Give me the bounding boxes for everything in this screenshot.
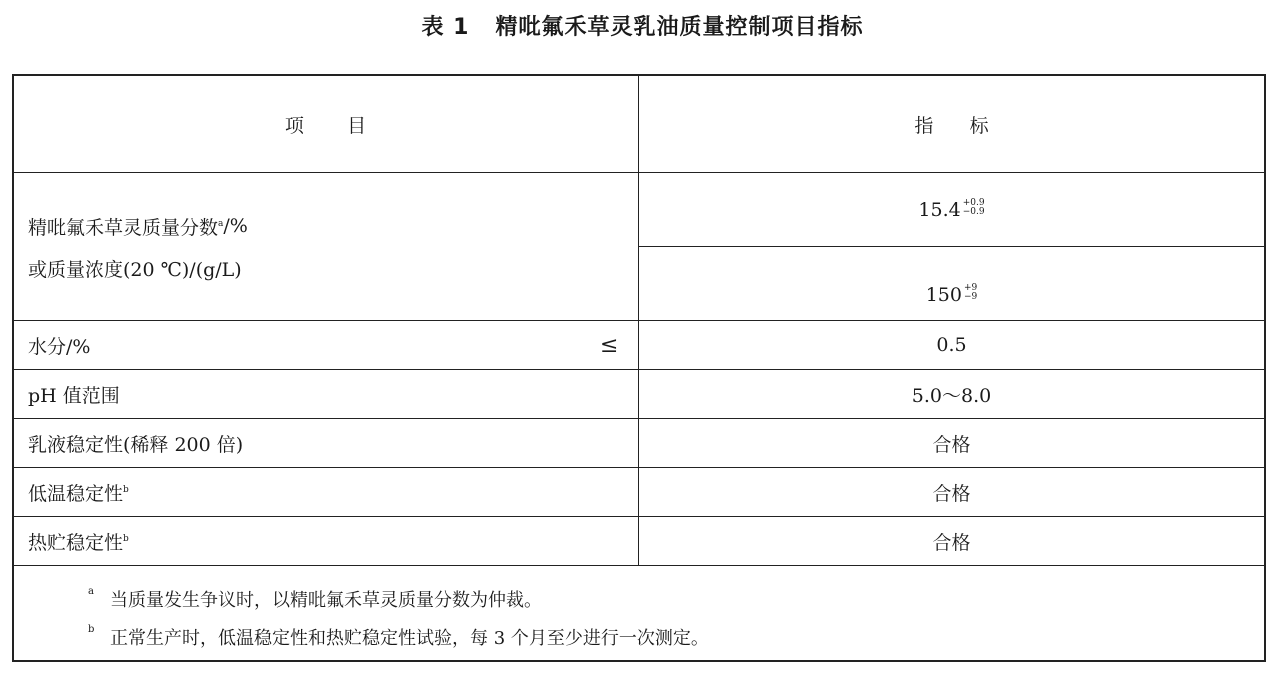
tolerance-minus: −9 xyxy=(963,291,978,302)
spec-heat-storage-stability: 合格 xyxy=(932,531,971,554)
header-spec: 指 标 xyxy=(914,114,989,137)
item-label: 低温稳定性 xyxy=(28,482,124,505)
item-emulsion-stability: 乳液稳定性(稀释 200 倍) xyxy=(28,433,244,456)
footnote-b-text: 正常生产时，低温稳定性和热贮稳定性试验，每 3 个月至少进行一次测定。 xyxy=(110,628,709,649)
item-water: 水分/% xyxy=(28,335,91,358)
footnote-a xyxy=(88,586,542,612)
item-content-unit: /% xyxy=(223,215,248,237)
tolerance xyxy=(964,284,977,302)
item-content-line1 xyxy=(28,212,248,240)
tolerance-plus: +0.9 xyxy=(962,197,985,208)
quality-table xyxy=(12,74,1266,662)
spec-low-temp-stability: 合格 xyxy=(932,482,971,505)
spec-base: 150 xyxy=(925,283,962,306)
item-heat-storage-stability xyxy=(28,517,129,565)
comparator-leq: ≤ xyxy=(600,332,619,358)
tolerance-minus: −0.9 xyxy=(962,206,985,217)
row-divider xyxy=(14,565,1264,566)
spec-content-mass-fraction xyxy=(639,173,1264,246)
header-item: 项 目 xyxy=(284,114,368,137)
footnote-a-mark: a xyxy=(88,586,94,597)
footnote-b-mark: b xyxy=(88,624,95,635)
item-label: 热贮稳定性 xyxy=(28,531,124,554)
item-ph: pH 值范围 xyxy=(28,384,120,407)
spec-base: 15.4 xyxy=(918,198,961,221)
footnote-b xyxy=(88,624,709,650)
spec-ph: 5.0～8.0 xyxy=(911,384,992,407)
spec-water: 0.5 xyxy=(936,334,967,356)
footnote-mark-a: a xyxy=(218,219,224,229)
item-content-line2: 或质量浓度(20 ℃)/(g/L) xyxy=(28,258,242,281)
tolerance-plus: +9 xyxy=(963,282,978,293)
spec-emulsion-stability: 合格 xyxy=(932,433,971,456)
footnote-mark-b: b xyxy=(123,534,129,544)
spec-content-mass-concentration xyxy=(639,247,1264,320)
footnote-mark-b: b xyxy=(123,485,129,495)
item-content-label: 精吡氟禾草灵质量分数 xyxy=(28,216,219,239)
table-title: 表 1 精吡氟禾草灵乳油质量控制项目指标 xyxy=(421,15,864,40)
item-low-temp-stability xyxy=(28,468,129,516)
footnote-a-text: 当质量发生争议时，以精吡氟禾草灵质量分数为仲裁。 xyxy=(110,590,542,611)
tolerance xyxy=(963,199,985,217)
